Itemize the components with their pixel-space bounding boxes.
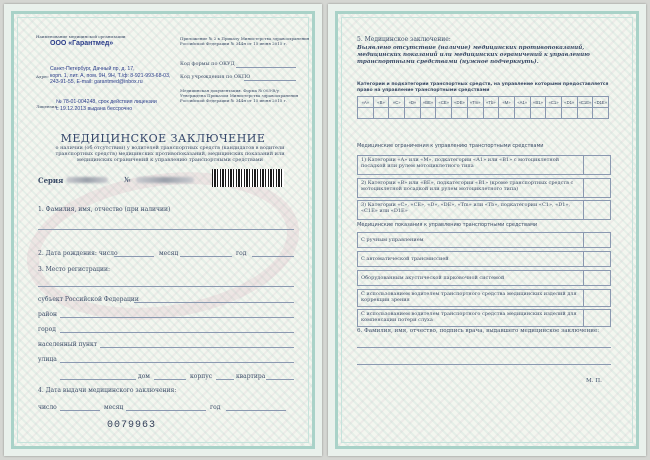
section5-text: Выявлено отсутствие (наличие) медицинских противопоказаний, медицинских показаний или медицинских ограничений к управлению транспортными средствами (нужное подчеркнуть). — [357, 45, 590, 65]
city-label: город — [38, 326, 56, 333]
apartment-line — [266, 379, 294, 380]
license-label: Лицензия — [36, 104, 57, 109]
org-name: ООО «Гарантмед» — [50, 40, 114, 47]
categories-heading: Категории и подкатегории транспортных средств, на управление которыми предоставляется право на управление транспортными средствами — [357, 82, 609, 93]
category-cell: «А1» — [514, 96, 530, 108]
form-note — [180, 88, 298, 103]
okpo-line — [244, 80, 296, 81]
indication-text: С использованием водителем транспортного средства медицинских изделий для компенсации потери слуха — [361, 311, 577, 324]
restriction-mark-cell — [583, 179, 610, 197]
categories-value-row — [357, 107, 609, 119]
indication-mark-cell — [583, 252, 610, 266]
indication-mark-cell — [583, 310, 610, 326]
category-value-cell — [373, 107, 389, 119]
category-value-cell — [545, 107, 561, 119]
restriction-mark-cell — [583, 156, 610, 174]
settlement-label: населенный пункт — [38, 341, 98, 348]
indication-text: С автоматической трансмиссией — [361, 256, 449, 262]
address-label: Адрес — [36, 74, 49, 79]
street-line — [60, 362, 294, 363]
restrictions-heading: Медицинские ограничения к управлению транспортными средствами — [357, 143, 544, 149]
restriction-row — [357, 155, 611, 175]
house-line — [60, 379, 136, 380]
birth-year-label: год — [236, 250, 247, 257]
indication-row — [357, 309, 611, 327]
category-cell: «В» — [373, 96, 389, 108]
indication-mark-cell — [583, 271, 610, 285]
issue-year-line — [226, 410, 286, 411]
building-label: корпус — [190, 373, 213, 380]
category-value-cell — [514, 107, 530, 119]
district-label: район — [38, 311, 58, 318]
doctor-line — [357, 347, 611, 348]
field-full-name: 1. Фамилия, имя, отчество (при наличии) — [38, 206, 171, 213]
category-value-cell — [577, 107, 593, 119]
okud-label: Код формы по ОКУД — [180, 61, 235, 67]
category-cell: «D1» — [561, 96, 577, 108]
category-cell: «DE» — [451, 96, 467, 108]
field-birth-date: 2. Дата рождения: число — [38, 250, 118, 257]
form-line: Утверждена Приказом Министерства здравоохранения — [180, 93, 299, 98]
restriction-mark-cell — [583, 201, 610, 219]
form-line: Российской Федерации № 344н от 15 июня 2015 г. — [180, 98, 287, 103]
birth-year-line — [252, 256, 294, 257]
house-label: дом — [138, 373, 150, 380]
indications-heading: Медицинские показания к управлению транспортными средствами — [357, 222, 538, 228]
issue-month-label: месяц — [104, 404, 124, 411]
document-subtitle: о наличии (об отсутствии) у водителей транспортных средств (кандидатов в водители транспортных средств) медицинских противопоказаний, медицинских показаний или медицинских ограничений к управлению транспортными средствами — [55, 145, 285, 164]
okud-line — [236, 67, 296, 68]
indication-mark-cell — [583, 233, 610, 247]
issue-day-line — [60, 410, 100, 411]
restriction-row — [357, 200, 611, 220]
category-value-cell — [561, 107, 577, 119]
building-line-left — [154, 379, 186, 380]
license-line: с 19.12.2013 выдана бессрочно — [56, 105, 133, 112]
category-cell: «А» — [357, 96, 373, 108]
category-value-cell — [498, 107, 514, 119]
issue-year-label: год — [210, 404, 221, 411]
registration-line — [38, 286, 294, 287]
okpo-label: Код учреждения по ОКПО — [180, 74, 251, 80]
document-title: МЕДИЦИНСКОЕ ЗАКЛЮЧЕНИЕ — [60, 132, 266, 145]
category-cell: «Tm» — [467, 96, 483, 108]
apartment-label: квартира — [236, 373, 266, 380]
category-value-cell — [388, 107, 404, 119]
field-registration: 3. Место регистрации: — [38, 266, 111, 273]
restriction-row — [357, 178, 611, 198]
stamp-place-label: М. П. — [586, 378, 602, 384]
field-issue-date: 4. Дата выдачи медицинского заключения: — [38, 387, 177, 394]
category-cell: «ВЕ» — [420, 96, 436, 108]
indication-row — [357, 270, 611, 286]
appendix-line: Российской Федерации № 344н от 15 июня 2015 г. — [180, 41, 287, 46]
category-value-cell — [592, 107, 609, 119]
category-cell: «С» — [388, 96, 404, 108]
building-line — [216, 379, 234, 380]
address-line: 243-91-55, E-mail: garantmed@inbox.ru — [50, 79, 143, 86]
indication-text: Оборудованным акустической парковочной системой — [361, 275, 505, 281]
birth-month-line — [180, 256, 232, 257]
indication-text: С использованием водителем транспортного средства медицинских изделий для коррекции зрения — [361, 291, 577, 304]
restriction-text: 1) Категории «А» или «М», подкатегории «А1» или «В1» с мотоциклетной посадкой или рулем мотоциклетного типа — [361, 157, 560, 170]
full-name-line — [38, 229, 294, 230]
form-line: Медицинская документация. Форма № 003-В/у — [180, 88, 279, 93]
indication-row — [357, 251, 611, 267]
indication-mark-cell — [583, 290, 610, 306]
category-value-cell — [420, 107, 436, 119]
settlement-line — [100, 347, 294, 348]
subject-line — [134, 302, 294, 303]
restriction-text: 2) Категории «В» или «ВЕ», подкатегории «В1» (кроме транспортных средств с мотоциклетной посадкой или рулем мотоциклетного типа) — [361, 180, 574, 193]
section6-label: 6. Фамилия, имя, отчество, подпись врача, выдавшего медицинское заключение: — [357, 328, 600, 334]
birth-day-line — [114, 256, 154, 257]
category-cell: «С1» — [545, 96, 561, 108]
serial-number: 0079963 — [107, 420, 157, 431]
issue-day-label: число — [38, 404, 57, 411]
category-cell: «D1Е» — [592, 96, 609, 108]
document-page-front — [4, 4, 322, 456]
category-value-cell — [404, 107, 420, 119]
series-label: Серия — [38, 176, 64, 185]
category-cell: «С1Е» — [577, 96, 593, 108]
indication-text: С ручным управлением — [361, 237, 424, 243]
barcode — [212, 169, 284, 187]
issue-month-line — [126, 410, 206, 411]
category-cell: «Tb» — [483, 96, 499, 108]
category-value-cell — [483, 107, 499, 119]
number-sign: № — [124, 176, 131, 184]
address-line: Санкт-Петербург, Дачный пр, д. 17, — [50, 66, 135, 72]
indication-row — [357, 232, 611, 248]
birth-month-label: месяц — [159, 250, 179, 257]
section5-title: 5. Медицинское заключение: — [357, 36, 451, 43]
category-value-cell — [467, 107, 483, 119]
subject-label: субъект Российской Федерации — [38, 296, 139, 303]
category-cell: «D» — [404, 96, 420, 108]
city-line — [60, 332, 294, 333]
district-line — [60, 317, 294, 318]
appendix-line: Приложение № 2 к Приказу Министерства здравоохранения — [180, 36, 310, 41]
org-address — [50, 66, 170, 86]
org-label: Наименование медицинской организации — [36, 34, 126, 39]
series-redacted — [66, 177, 108, 183]
restriction-text: 3) Категории «С», «СЕ», «D», «DE», «Tm» или «Tb», подкатегории «С1», «D1», «С1Е» или «D1Е» — [361, 202, 571, 215]
category-value-cell — [451, 107, 467, 119]
indication-row — [357, 289, 611, 307]
license-line: № 78-01-004248, срок действия лицензии — [56, 99, 157, 105]
license-info — [56, 99, 157, 112]
category-cell: «M» — [498, 96, 514, 108]
category-value-cell — [530, 107, 546, 119]
doctor-line — [357, 364, 611, 365]
street-label: улица — [38, 356, 57, 363]
number-redacted — [136, 177, 194, 183]
category-value-cell — [435, 107, 451, 119]
address-line: корп. 1, лит. А, пом. 9Н, 9Н, Т./ф: 8-921-993-68-03, — [50, 72, 171, 79]
category-value-cell — [357, 107, 373, 119]
appendix-note — [180, 36, 309, 46]
category-cell: «В1» — [530, 96, 546, 108]
category-cell: «СЕ» — [435, 96, 451, 108]
document-page-back — [328, 4, 646, 456]
